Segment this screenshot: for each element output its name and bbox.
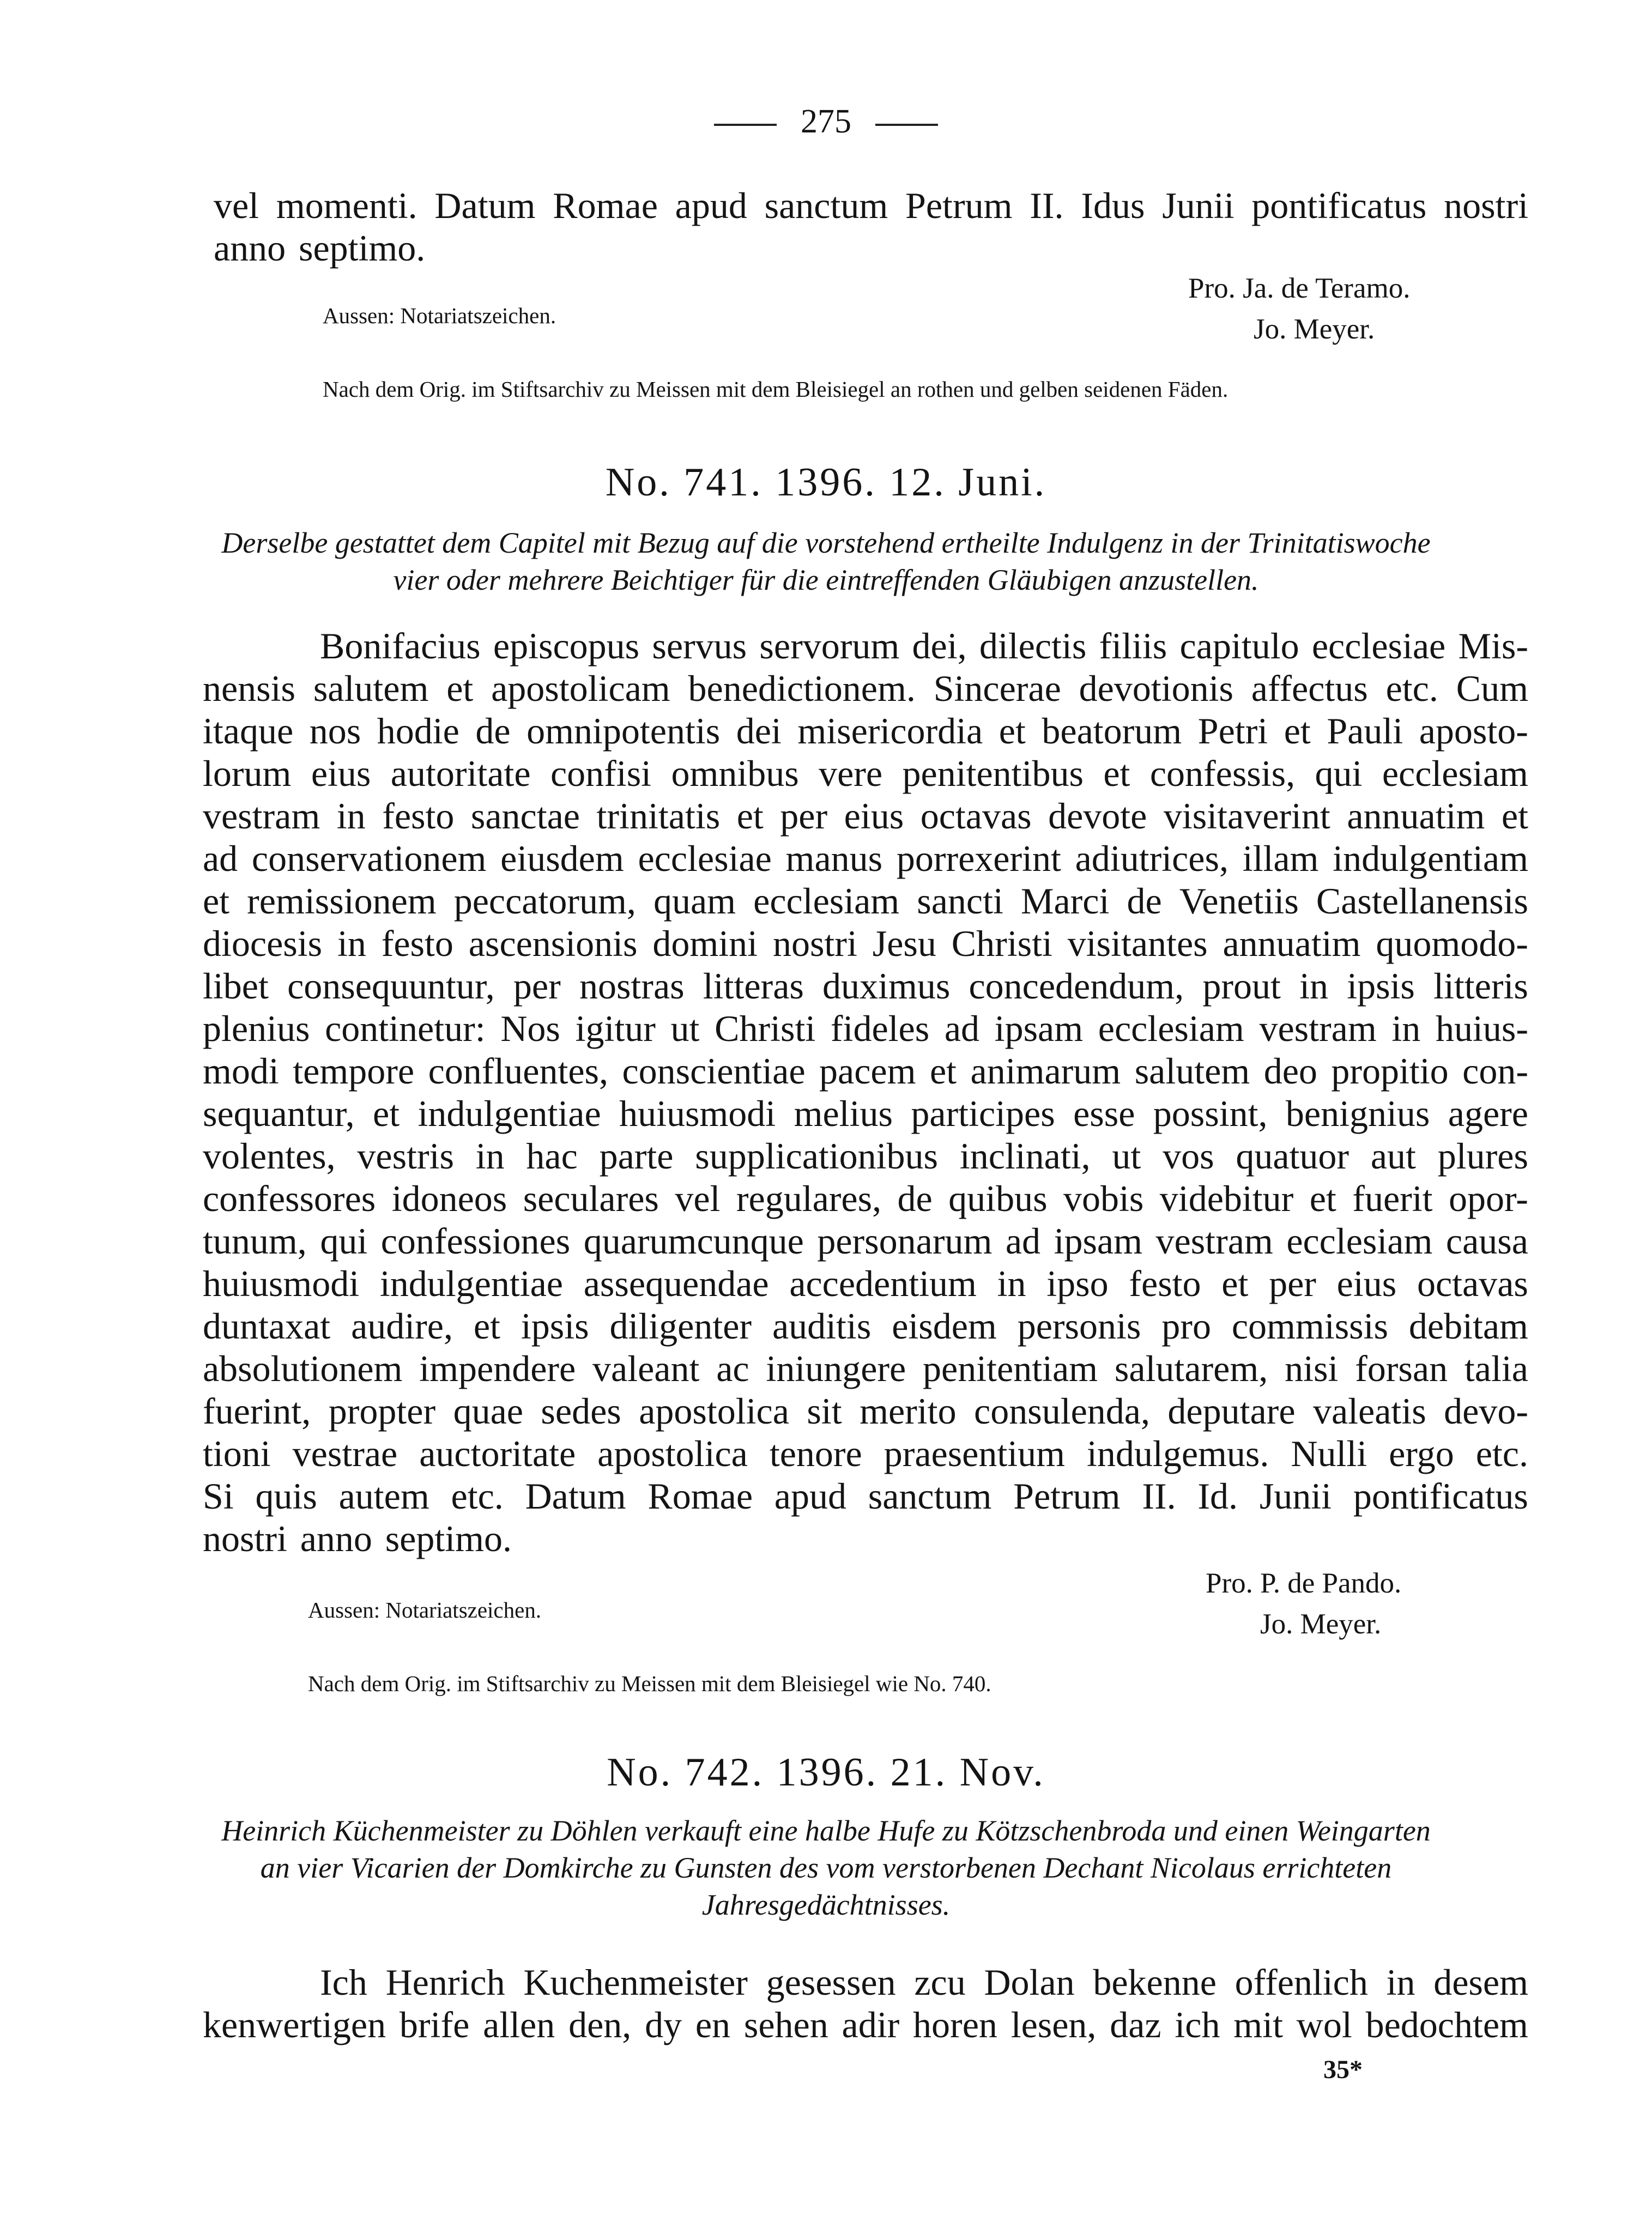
summary-line: an vier Vicarien der Domkirche zu Gunsten des vom verstorbenen Dechant Nicolaus errichteten bbox=[260, 1851, 1392, 1884]
text-line: nostri anno septimo. bbox=[203, 1518, 512, 1559]
text-line: sequantur, et indulgentiae huiusmodi melius participes esse possint, benignius agere bbox=[203, 1093, 1528, 1134]
signature-mark: 35* bbox=[1323, 2055, 1363, 2084]
doc-741-heading: No. 741. 1396. 12. Juni. bbox=[605, 460, 1047, 505]
summary-line: Derselbe gestattet dem Capitel mit Bezug auf die vorstehend ertheilte Indulgenz in der Trinitatiswoche bbox=[221, 526, 1431, 559]
prev-doc-outside-note: Aussen: Notariatszeichen. bbox=[323, 303, 556, 328]
text-line: volentes, vestris in hac parte supplicationibus inclinati, ut vos quatuor aut plures bbox=[203, 1135, 1528, 1177]
text-line: anno septimo. bbox=[214, 227, 426, 269]
text-line: Si quis autem etc. Datum Romae apud sanctum Petrum II. Id. Junii pontificatus bbox=[203, 1475, 1528, 1517]
prev-doc-text bbox=[214, 184, 1528, 269]
text-line: plenius continetur: Nos igitur ut Christi fideles ad ipsam ecclesiam vestram in huius- bbox=[203, 1008, 1528, 1049]
text-line: vel momenti. Datum Romae apud sanctum Petrum II. Idus Junii pontificatus nostri bbox=[214, 185, 1528, 226]
text-line: kenwertigen brife allen den, dy en sehen adir horen lesen, daz ich mit wol bedochtem bbox=[203, 2004, 1528, 2045]
header-rule-right bbox=[875, 124, 938, 126]
text-line: absolutionem impendere valeant ac iniungere penitentiam salutarem, nisi forsan talia bbox=[203, 1348, 1528, 1389]
text-line: huiusmodi indulgentiae assequendae accedentium in ipso festo et per eius octavas bbox=[203, 1263, 1528, 1304]
doc-741-source-note: Nach dem Orig. im Stiftsarchiv zu Meissen mit dem Bleisiegel wie No. 740. bbox=[308, 1671, 991, 1696]
doc-742-heading: No. 742. 1396. 21. Nov. bbox=[607, 1750, 1045, 1795]
text-line: tioni vestrae auctoritate apostolica tenore praesentium indulgemus. Nulli ergo etc. bbox=[203, 1433, 1528, 1474]
prev-doc-signature-1: Pro. Ja. de Teramo. bbox=[1188, 273, 1411, 304]
text-line: duntaxat audire, et ipsis diligenter auditis eisdem personis pro commissis debitam bbox=[203, 1305, 1528, 1347]
text-line: modi tempore confluentes, conscientiae pacem et animarum salutem deo propitio con- bbox=[203, 1050, 1528, 1092]
summary-line: Heinrich Küchenmeister zu Döhlen verkauft eine halbe Hufe zu Kötzschenbroda und einen Weingarten bbox=[221, 1814, 1431, 1847]
text-line: libet consequuntur, per nostras litteras duximus concedendum, prout in ipsis litteris bbox=[203, 965, 1528, 1007]
prev-doc-source-note: Nach dem Orig. im Stiftsarchiv zu Meissen mit dem Bleisiegel an rothen und gelben seidenen Fäden. bbox=[323, 377, 1229, 402]
text-line: fuerint, propter quae sedes apostolica sit merito consulenda, deputare valeatis devo- bbox=[203, 1390, 1528, 1432]
header-rule-left bbox=[714, 124, 777, 126]
page-number: 275 bbox=[801, 103, 851, 140]
doc-741-signature-2: Jo. Meyer. bbox=[1260, 1608, 1382, 1640]
doc-741-outside-note: Aussen: Notariatszeichen. bbox=[308, 1597, 542, 1622]
text-line: lorum eius autoritate confisi omnibus vere penitentibus et confessis, qui ecclesiam bbox=[203, 753, 1528, 794]
text-line: et remissionem peccatorum, quam ecclesiam sancti Marci de Venetiis Castellanensis bbox=[203, 880, 1528, 922]
text-line: Ich Henrich Kuchenmeister gesessen zcu Dolan bekenne offenlich in desem bbox=[320, 1961, 1528, 2003]
text-line: tunum, qui confessiones quarumcunque personarum ad ipsam vestram ecclesiam causa bbox=[203, 1220, 1528, 1262]
page-header bbox=[0, 102, 1652, 141]
text-line: confessores idoneos seculares vel regulares, de quibus vobis videbitur et fuerit opor- bbox=[203, 1178, 1528, 1219]
summary-line: Jahresgedächtnisses. bbox=[701, 1888, 951, 1921]
text-line: diocesis in festo ascensionis domini nostri Jesu Christi visitantes annuatim quomodo- bbox=[203, 923, 1528, 964]
doc-741-signature-1: Pro. P. de Pando. bbox=[1206, 1567, 1402, 1599]
text-line: nensis salutem et apostolicam benedictionem. Sincerae devotionis affectus etc. Cum bbox=[203, 668, 1528, 709]
summary-line: vier oder mehrere Beichtiger für die eintreffenden Gläubigen anzustellen. bbox=[393, 564, 1259, 596]
prev-doc-signature-2: Jo. Meyer. bbox=[1254, 313, 1375, 345]
doc-741-body bbox=[203, 625, 1528, 1560]
doc-742-body bbox=[203, 1961, 1528, 2046]
text-line: ad conservationem eiusdem ecclesiae manus porrexerint adiutrices, illam indulgentiam bbox=[203, 838, 1528, 879]
doc-742-summary bbox=[0, 1812, 1652, 1923]
text-line: vestram in festo sanctae trinitatis et per eius octavas devote visitaverint annuatim et bbox=[203, 795, 1528, 837]
text-line: itaque nos hodie de omnipotentis dei misericordia et beatorum Petri et Pauli aposto- bbox=[203, 710, 1528, 752]
doc-741-summary bbox=[0, 524, 1652, 598]
text-line: Bonifacius episcopus servus servorum dei, dilectis filiis capitulo ecclesiae Mis- bbox=[320, 625, 1528, 667]
